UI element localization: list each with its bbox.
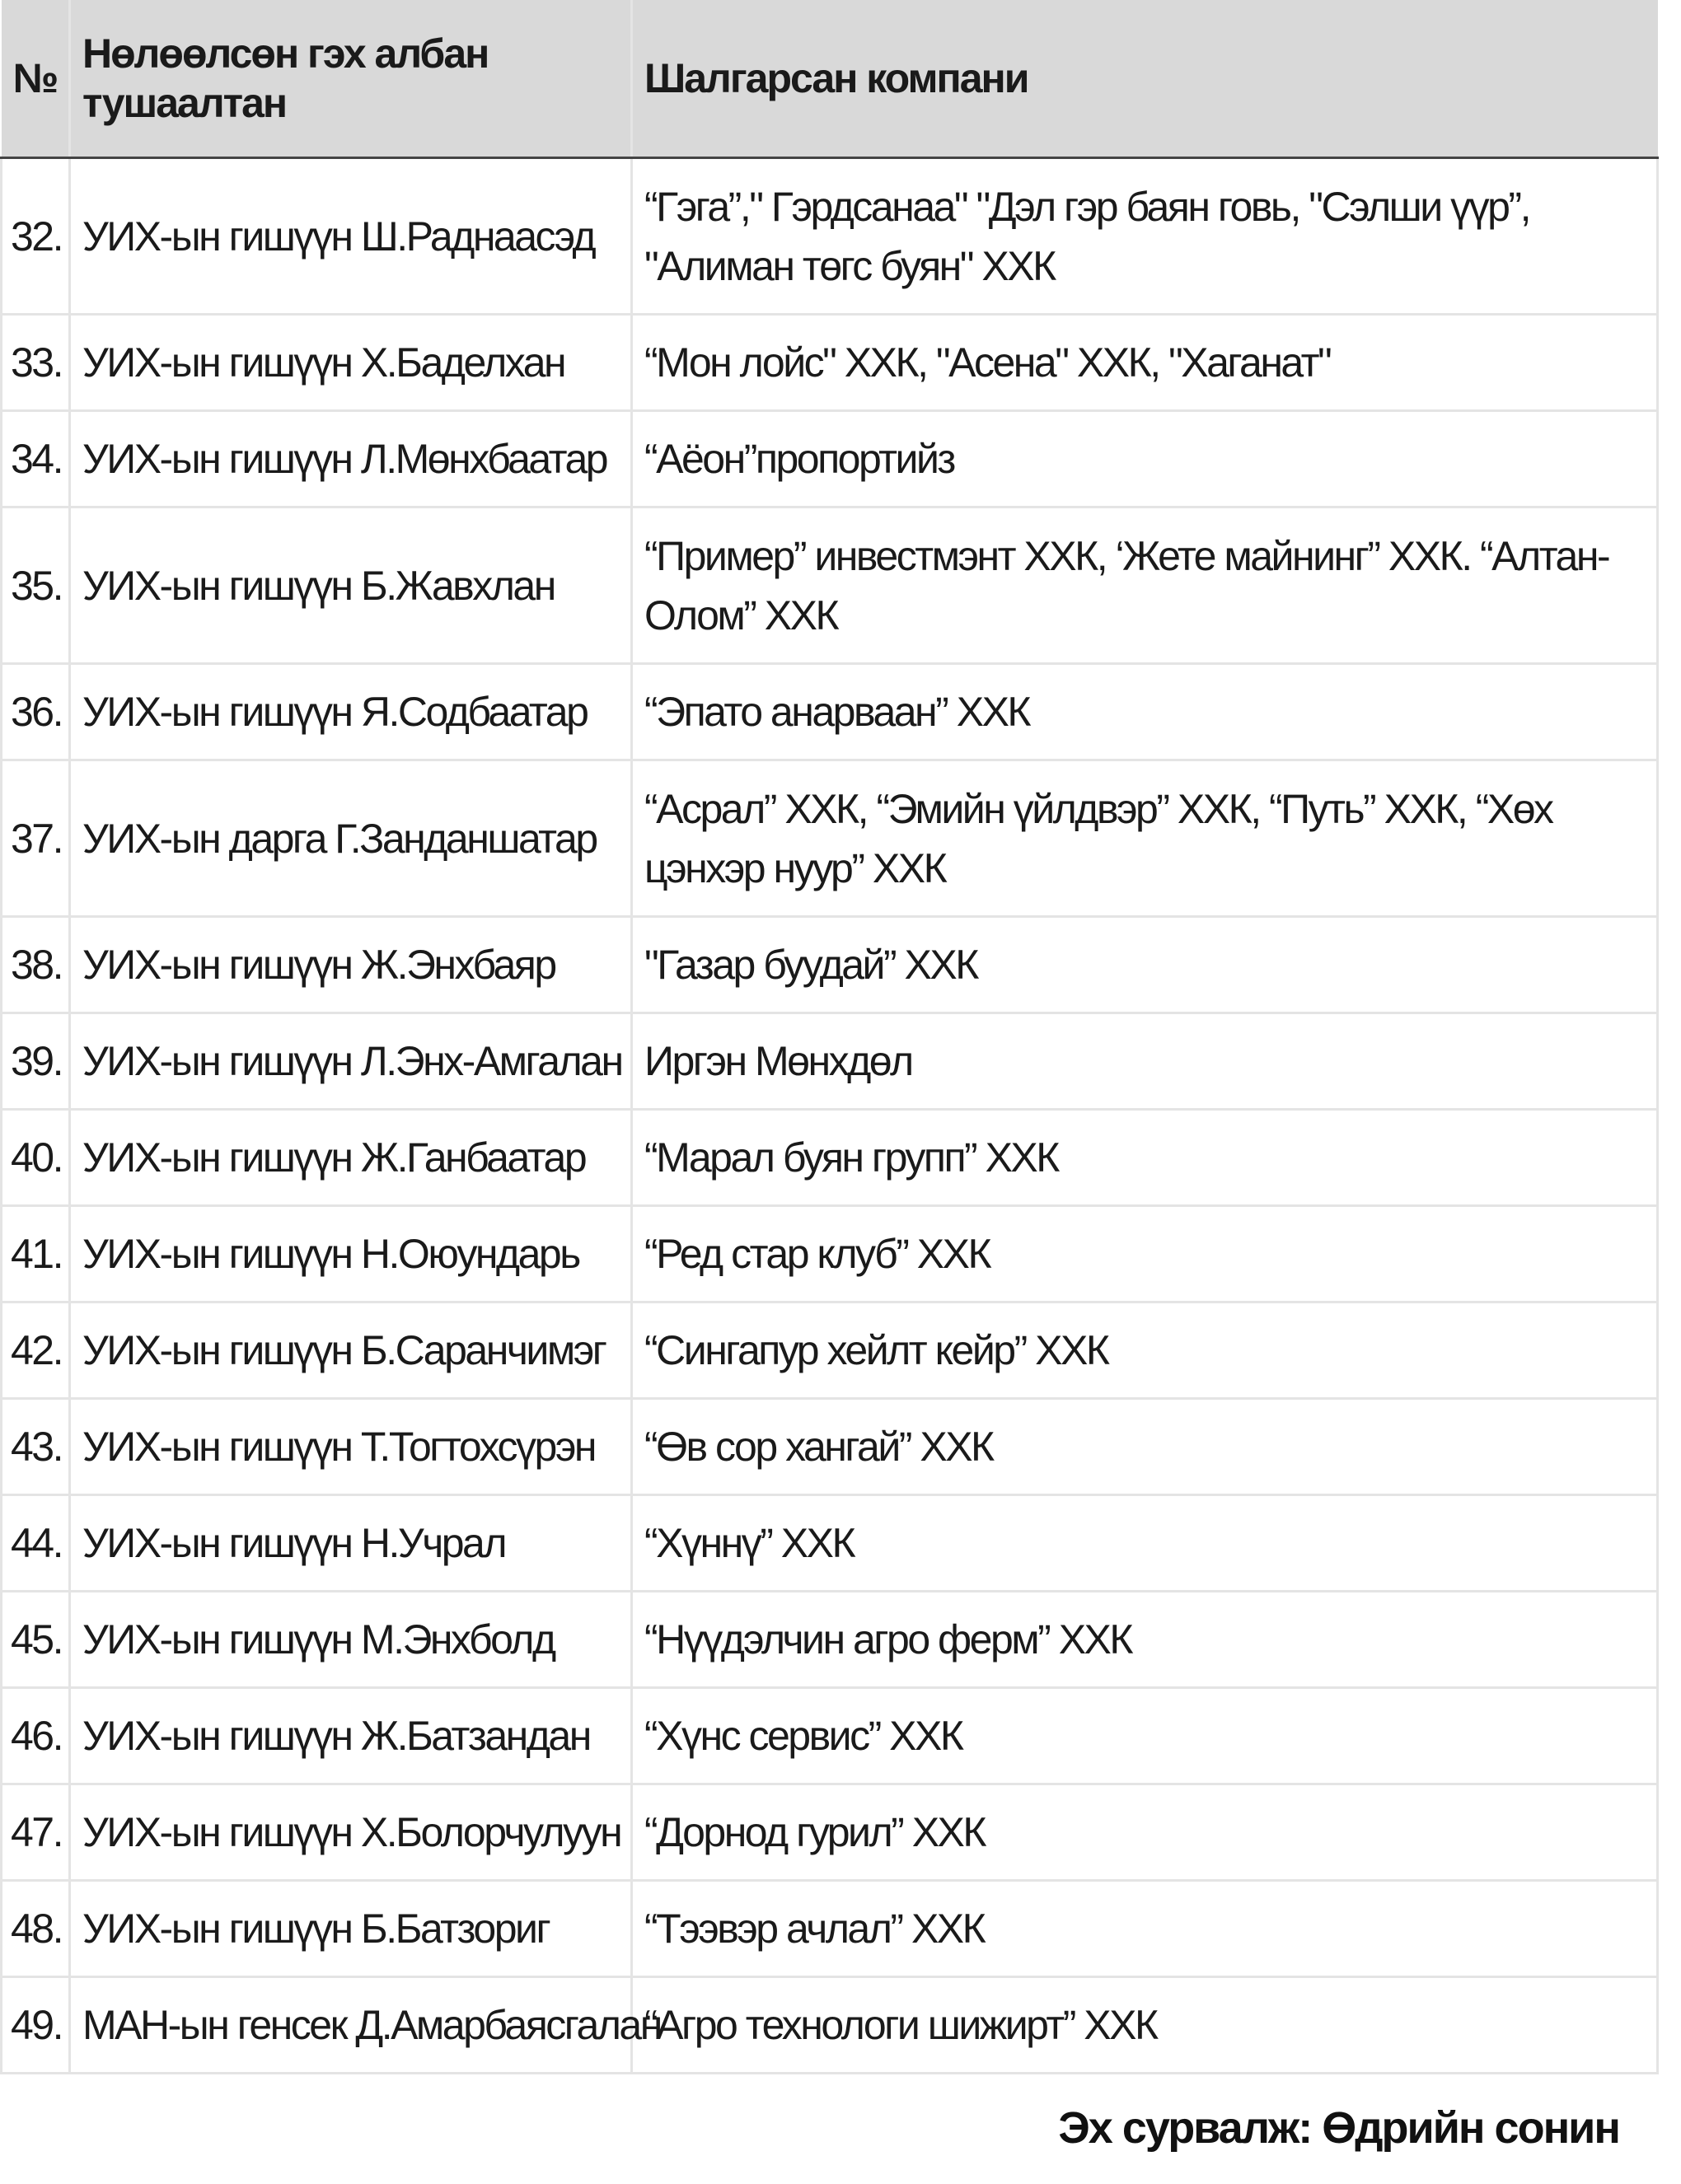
table-row — [2, 1592, 1658, 1688]
table-header-row — [2, 0, 1658, 158]
row-official: УИХ-ын гишүүн Н.Оюундарь — [70, 1206, 632, 1302]
row-official: УИХ-ын гишүүн Ж.Энхбаяр — [70, 917, 632, 1013]
row-number: 47. — [2, 1784, 70, 1881]
row-official: УИХ-ын гишүүн Я.Содбаатар — [70, 664, 632, 760]
row-official: УИХ-ын гишүүн Х.Болорчулуун — [70, 1784, 632, 1881]
table-row — [2, 1495, 1658, 1592]
row-number: 48. — [2, 1881, 70, 1977]
row-number: 35. — [2, 507, 70, 664]
row-official: УИХ-ын гишүүн Л.Мөнхбаатар — [70, 411, 632, 507]
table-row — [2, 1399, 1658, 1495]
table-row — [2, 760, 1658, 917]
row-company: “Ред стар клуб” ХХК — [632, 1206, 1658, 1302]
row-company: "Газар буудай” ХХК — [632, 917, 1658, 1013]
row-company: “Гэга”," Гэрдсанаа" "Дэл гэр баян говь, "Сэлши үүр”, "Алиман төгс буян" ХХК — [632, 158, 1658, 315]
row-number: 43. — [2, 1399, 70, 1495]
row-official: УИХ-ын дарга Г.Занданшатар — [70, 760, 632, 917]
row-official: УИХ-ын гишүүн Т.Тогтохсүрэн — [70, 1399, 632, 1495]
row-number: 49. — [2, 1977, 70, 2074]
row-official: УИХ-ын гишүүн М.Энхболд — [70, 1592, 632, 1688]
row-number: 40. — [2, 1110, 70, 1206]
row-official: УИХ-ын гишүүн Ж.Ганбаатар — [70, 1110, 632, 1206]
row-company: “Мон лойс" ХХК, "Асена" ХХК, "Хаганат" — [632, 315, 1658, 411]
row-company: “Эпато анарваан” ХХК — [632, 664, 1658, 760]
row-official: УИХ-ын гишүүн Н.Учрал — [70, 1495, 632, 1592]
row-number: 32. — [2, 158, 70, 315]
table-row — [2, 1110, 1658, 1206]
table-row — [2, 411, 1658, 507]
table-row — [2, 1206, 1658, 1302]
row-number: 44. — [2, 1495, 70, 1592]
row-number: 36. — [2, 664, 70, 760]
row-official: УИХ-ын гишүүн Ш.Раднаасэд — [70, 158, 632, 315]
row-number: 41. — [2, 1206, 70, 1302]
row-company: “Аёон”пропортийз — [632, 411, 1658, 507]
table-row — [2, 1013, 1658, 1110]
table-row — [2, 315, 1658, 411]
table-row — [2, 507, 1658, 664]
row-company: “Агро технологи шижирт” ХХК — [632, 1977, 1658, 2074]
row-company: “Тээвэр ачлал” ХХК — [632, 1881, 1658, 1977]
row-company: “Асрал” ХХК, “Эмийн үйлдвэр” ХХК, “Путь” ХХК, “Хөх цэнхэр нуур” ХХК — [632, 760, 1658, 917]
row-number: 38. — [2, 917, 70, 1013]
table-row — [2, 158, 1658, 315]
table-row — [2, 1977, 1658, 2074]
table-row — [2, 1881, 1658, 1977]
row-number: 37. — [2, 760, 70, 917]
row-number: 42. — [2, 1302, 70, 1399]
row-company: “Марал буян групп” ХХК — [632, 1110, 1658, 1206]
row-number: 46. — [2, 1688, 70, 1784]
row-number: 34. — [2, 411, 70, 507]
row-official: МАН-ын генсек Д.Амарбаясгалан — [70, 1977, 632, 2074]
header-company: Шалгарсан компани — [632, 0, 1658, 158]
table-row — [2, 664, 1658, 760]
row-official: УИХ-ын гишүүн Б.Жавхлан — [70, 507, 632, 664]
row-number: 39. — [2, 1013, 70, 1110]
row-official: УИХ-ын гишүүн Ж.Батзандан — [70, 1688, 632, 1784]
row-company: “Сингапур хейлт кейр” ХХК — [632, 1302, 1658, 1399]
header-number: № — [2, 0, 70, 158]
table-row — [2, 1302, 1658, 1399]
row-official: УИХ-ын гишүүн Б.Батзориг — [70, 1881, 632, 1977]
source-caption: Эх сурвалж: Өдрийн сонин — [1058, 2103, 1619, 2153]
table-row — [2, 1784, 1658, 1881]
row-company: Иргэн Мөнхдөл — [632, 1013, 1658, 1110]
row-company: “Өв сор хангай” ХХК — [632, 1399, 1658, 1495]
row-company: “Дорнод гурил” ХХК — [632, 1784, 1658, 1881]
row-number: 45. — [2, 1592, 70, 1688]
row-company: “Пример” инвестмэнт ХХК, ‘Жете майнинг” ХХК. “Алтан-Олом” ХХК — [632, 507, 1658, 664]
row-company: “Хүнс сервис” ХХК — [632, 1688, 1658, 1784]
table-row — [2, 1688, 1658, 1784]
row-official: УИХ-ын гишүүн Б.Саранчимэг — [70, 1302, 632, 1399]
row-number: 33. — [2, 315, 70, 411]
row-company: “Хүннү” ХХК — [632, 1495, 1658, 1592]
header-official: Нөлөөлсөн гэх албан тушаалтан — [70, 0, 632, 158]
row-official: УИХ-ын гишүүн Л.Энх-Амгалан — [70, 1013, 632, 1110]
row-company: “Нүүдэлчин агро ферм” ХХК — [632, 1592, 1658, 1688]
row-official: УИХ-ын гишүүн Х.Баделхан — [70, 315, 632, 411]
table-row — [2, 917, 1658, 1013]
